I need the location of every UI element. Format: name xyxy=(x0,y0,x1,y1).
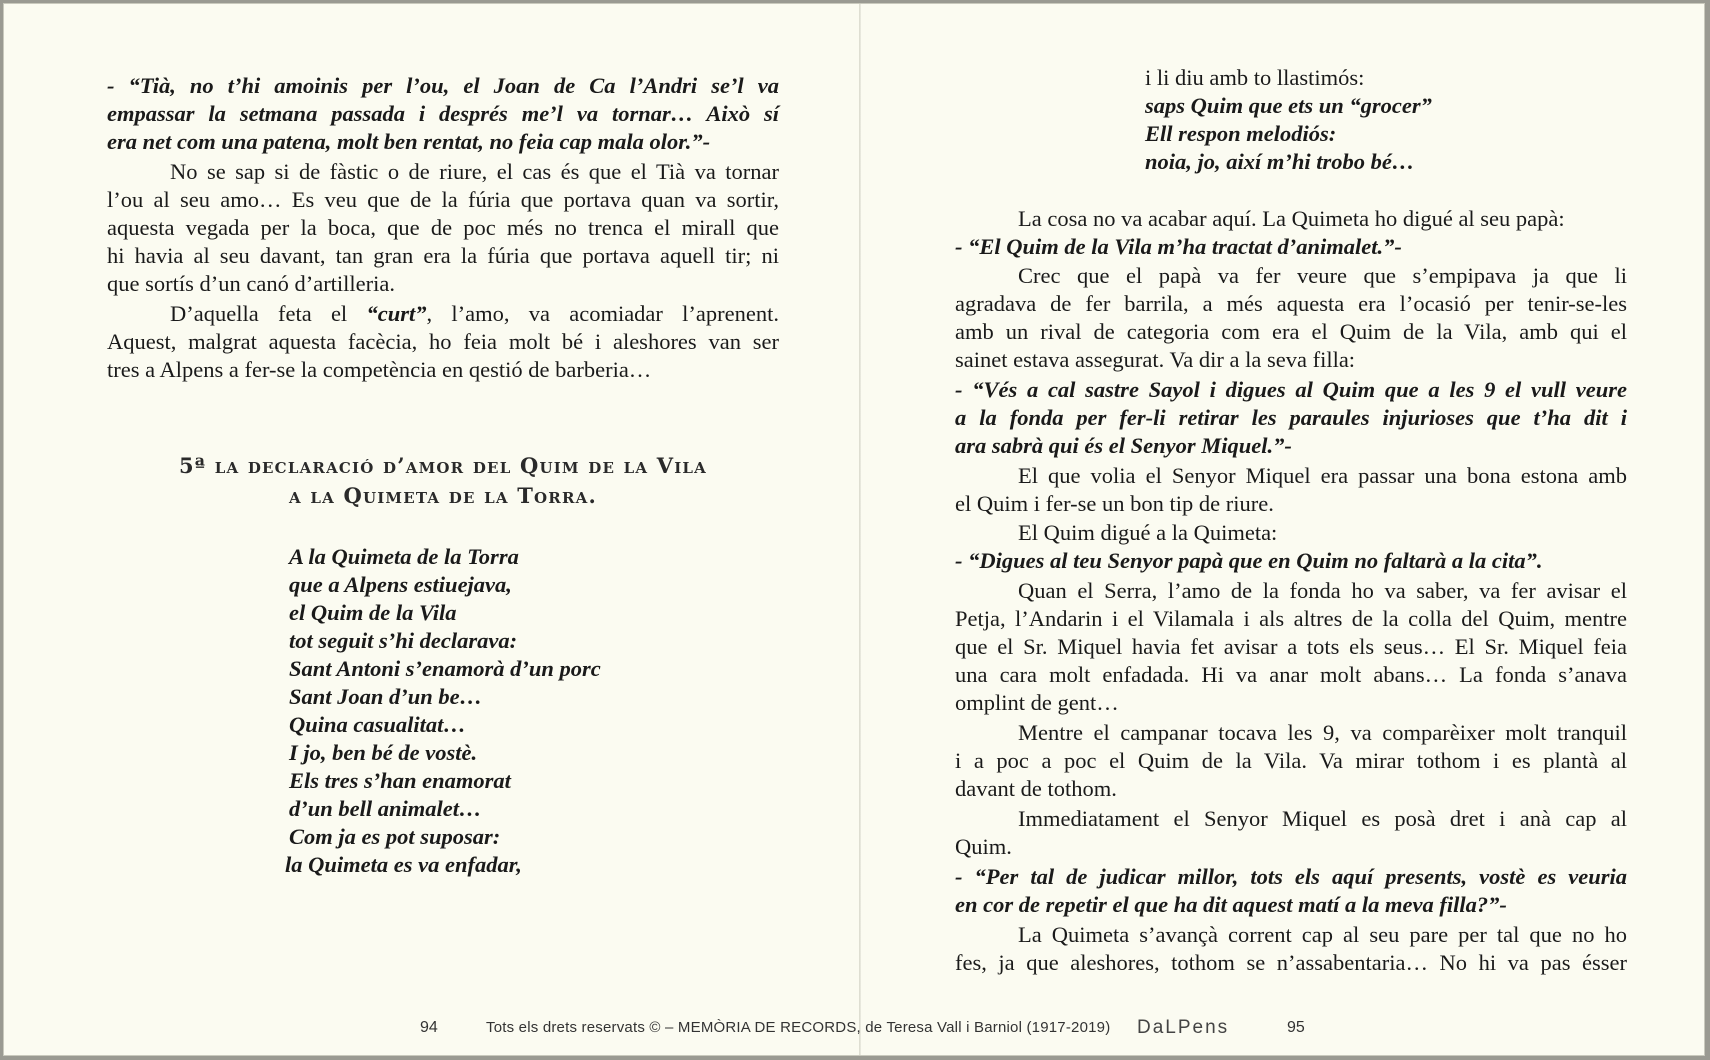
text-line: La cosa no va acabar aquí. La Quimeta ho digué al seu papà: xyxy=(1018,206,1565,231)
text-line: i li diu amb to llastimós: xyxy=(1145,65,1365,90)
text-line: Mentre el campanar tocava les 9, va comparèixer molt tranquil xyxy=(1018,720,1627,745)
poem-line: Sant Antoni s’enamorà d’un porc xyxy=(289,656,601,681)
text-line: Quim. xyxy=(955,834,1012,859)
text-line: una cara molt enfadada. Hi va anar molt abans… La fonda s’anava xyxy=(955,662,1627,687)
page-gutter xyxy=(859,4,861,1055)
text-line: No se sap si de fàstic o de riure, el cas és que el Tià va tornar xyxy=(170,159,779,184)
poem-line: el Quim de la Vila xyxy=(289,600,457,625)
poem-line: que a Alpens estiuejava, xyxy=(289,572,512,597)
text-line: sainet estava assegurat. Va dir a la seva filla: xyxy=(955,347,1356,372)
text-line: i a poc a poc el Quim de la Vila. Va mirar tothom i es plantà al xyxy=(955,748,1627,773)
text-line: que el Sr. Miquel havia fet avisar a tots els seus… El Sr. Miquel feia xyxy=(955,634,1627,659)
text-line: El que volia el Senyor Miquel era passar una bona estona amb xyxy=(1018,463,1627,488)
text-line: omplint de gent… xyxy=(955,690,1119,715)
poem-line: la Quimeta es va enfadar, xyxy=(285,852,522,877)
page-footer xyxy=(4,1016,1704,1040)
text-line: aquesta vegada per la boca, que de poc més no trenca el mirall que xyxy=(107,215,779,240)
text-line: agradava de fer barrila, a més aquesta era l’ocasió per tenir-se-les xyxy=(955,291,1627,316)
poem-line: tot seguit s’hi declarava: xyxy=(289,628,518,653)
poem-line: Els tres s’han enamorat xyxy=(289,768,511,793)
page-number-right: 95 xyxy=(1287,1019,1305,1036)
text-line: hi havia al seu davant, tan gran era la fúria que portava aquell tir; ni xyxy=(107,243,779,268)
poem-line: Com ja es pot suposar: xyxy=(289,824,501,849)
left-page xyxy=(107,4,779,1004)
text-span: D’aquella feta el xyxy=(170,301,367,326)
publisher-logo: DaLPens xyxy=(1137,1017,1230,1038)
text-line: a la fonda per fer-li retirar les paraules injurioses que t’ha dit i xyxy=(955,405,1627,430)
text-line: fes, ja que aleshores, tothom se n’assabentaria… No hi va pas ésser xyxy=(955,950,1627,975)
text-line: El Quim digué a la Quimeta: xyxy=(1018,520,1278,545)
text-line: Quan el Serra, l’amo de la fonda ho va saber, va fer avisar el xyxy=(1018,578,1627,603)
copyright-credit: Tots els drets reservats © – MEMÒRIA DE RECORDS, de Teresa Vall i Barniol (1917-2019) xyxy=(486,1019,1111,1036)
text-line: Petja, l’Andarin i el Vilamala i als altres de la colla del Quim, mentre xyxy=(955,606,1627,631)
section-heading: 5ª la declaració d’amor del Quim de la Vila xyxy=(179,453,707,478)
text-line: tres a Alpens a fer-se la competència en qestió de barberia… xyxy=(107,357,652,382)
text-line: que sortís d’un canó d’artilleria. xyxy=(107,271,396,296)
text-line: era net com una patena, molt ben rentat, no feia cap mala olor.”- xyxy=(107,129,711,154)
book-spread xyxy=(3,3,1705,1056)
text-line: - “Tià, no t’hi amoinis per l’ou, el Joan de Ca l’Andri se’l va xyxy=(107,73,779,98)
poem-line: Sant Joan d’un be… xyxy=(289,684,483,709)
text-line: - “El Quim de la Vila m’ha tractat d’animalet.”- xyxy=(955,234,1402,259)
text-line: davant de tothom. xyxy=(955,776,1117,801)
text-line: La Quimeta s’avançà corrent cap al seu pare per tal que no ho xyxy=(1018,922,1627,947)
poem-line: I jo, ben bé de vostè. xyxy=(289,740,478,765)
text-line: amb un rival de categoria com era el Quim de la Vila, amb qui el xyxy=(955,319,1627,344)
text-line: ara sabrà qui és el Senyor Miquel.”- xyxy=(955,433,1292,458)
text-line: - “Per tal de judicar millor, tots els aquí presents, vostè es veuria xyxy=(955,864,1627,889)
curt-word: “curt” xyxy=(366,301,427,326)
text-line: l’ou al seu amo… Es veu que de la fúria que portava quan va sortir, xyxy=(107,187,779,212)
right-page xyxy=(955,4,1627,1004)
text-line: - “Vés a cal sastre Sayol i digues al Quim que a les 9 el vull veure xyxy=(955,377,1627,402)
text-line: Immediatament el Senyor Miquel es posà dret i anà cap al xyxy=(1018,806,1627,831)
text-line xyxy=(107,300,779,328)
text-line: noia, jo, així m’hi trobo bé… xyxy=(1145,149,1415,174)
text-line: - “Digues al teu Senyor papà que en Quim no faltarà a la cita”. xyxy=(955,548,1543,573)
text-line: en cor de repetir el que ha dit aquest matí a la meva filla?”- xyxy=(955,892,1507,917)
text-span: , l’amo, va acomiadar l’aprenent. xyxy=(426,301,779,326)
text-line: Aquest, malgrat aquesta facècia, ho feia molt bé i aleshores van ser xyxy=(107,329,779,354)
poem-line: d’un bell animalet… xyxy=(289,796,482,821)
page-number-left: 94 xyxy=(420,1019,438,1036)
poem-line: A la Quimeta de la Torra xyxy=(289,544,519,569)
text-line: Ell respon melodiós: xyxy=(1145,121,1337,146)
section-heading: a la Quimeta de la Torra. xyxy=(289,483,597,508)
text-line: el Quim i fer-se un bon tip de riure. xyxy=(955,491,1274,516)
text-line: Crec que el papà va fer veure que s’empipava ja que li xyxy=(1018,263,1627,288)
poem-line: Quina casualitat… xyxy=(289,712,466,737)
text-line: saps Quim que ets un “grocer” xyxy=(1145,93,1432,118)
text-line: empassar la setmana passada i després me’l va tornar… Això sí xyxy=(107,101,779,126)
